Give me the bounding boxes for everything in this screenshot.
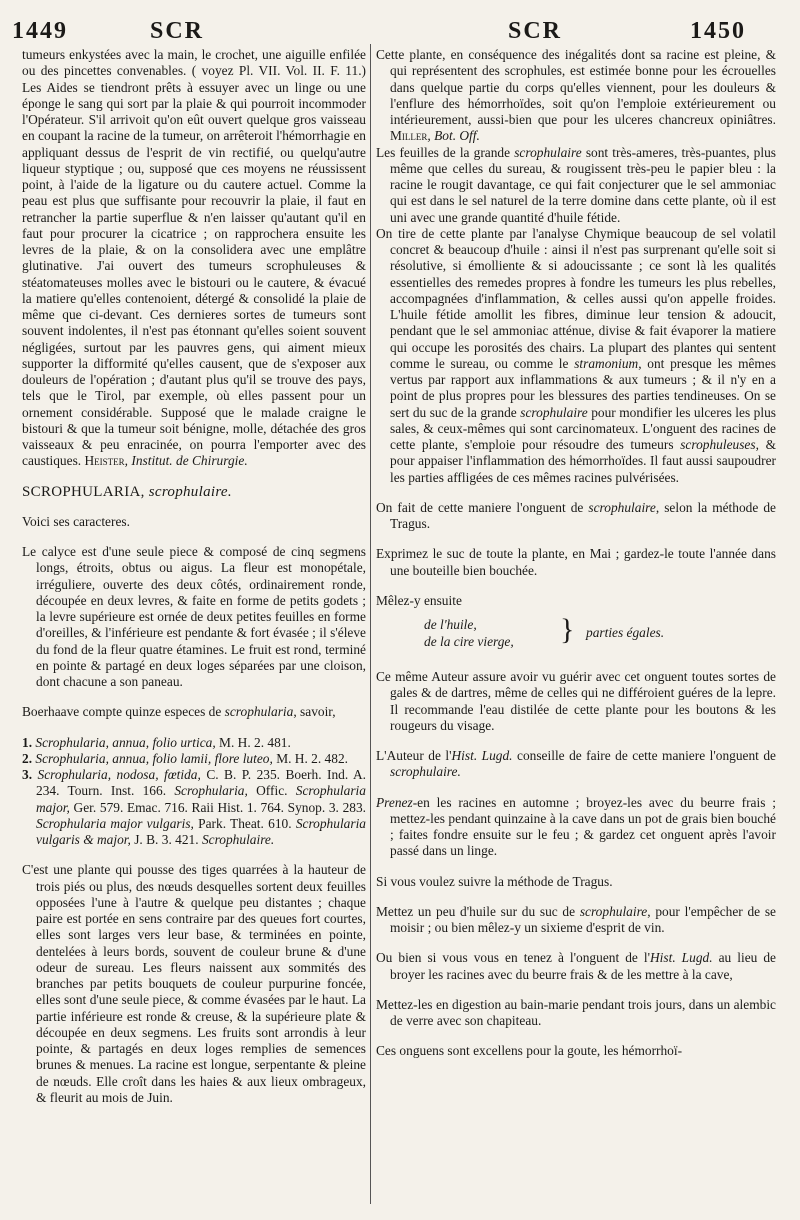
paragraph: Mêlez-y ensuite	[376, 592, 462, 608]
author-name: Heister	[84, 453, 125, 469]
entry-heading: SCROPHULARIA, scrophulaire.	[22, 483, 232, 500]
recipe-ingredients	[376, 615, 776, 655]
paragraph: Ces onguens sont excellens pour la goute, les hémorrhoï-	[376, 1043, 683, 1059]
running-head-left: SCR	[150, 18, 205, 44]
list-item: 1. Scrophularia, annua, folio urtica, M. H. 2. 481.	[22, 734, 291, 750]
paragraph: Ce même Auteur assure avoir vu guérir avec cet onguent toutes sortes de gales & de dartres, même de celles qui ne différoient guéres de la lepre. Il recommande l'eau distilée de cette plante pour les boutons & les rougeurs du visage.	[376, 669, 776, 733]
proportion: parties égales.	[586, 625, 665, 640]
paragraph: Cette plante, en conséquence des inégalités dont sa racine est pleine, & qui représentent des scrophules, est estimée bonne pour les écrouelles dans quelque partie du corps qu'elles viennent, pour les douleurs & l'enflure des hémorrhoïdes, soit qu'on l'emploie extérieurement ou intérieurement, aussi-bien que pour les ulceres chancreux opiniâtres. Miller, Bot. Off.	[376, 47, 776, 144]
paragraph: On fait de cette maniere l'onguent de scrophulaire, selon la méthode de Tragus.	[376, 499, 776, 531]
paragraph: On tire de cette plante par l'analyse Chymique beaucoup de sel volatil concret & beaucoup d'huile : ainsi il n'est pas surprenant qu'elle soit si résolutive, si émolliente & si adoucissante ; ce sont là les qualités essentielles des remedes propres à fondre les tumeurs les plus rebelles, accompagnées d'inflammation, & celles aussi qu'on appelle froides. L'huile fétide amollit les fibres, diminue leur tension & adoucit, pendant que le sel ammoniac atténue, divise & fait évaporer la matiere qui occupe les porosités des chairs. La plupart des plantes qui sentent comme le sureau, ou comme le stramonium, ont presque les mêmes vertus par rapport aux inflammations & aux tumeurs ; & il n'y en a point de plus propres pour les blessures des parties tendineuses. On se sert du suc de la grande scrophulaire pour mondifier les ulceres les plus sales, & ceux-mêmes qui sont carcinomateux. L'onguent des racines de cette plante, s'emploie pour résoudre des tumeurs scrophuleuses, & pour appaiser l'inflammation des hémorrhoïdes. Il faut aussi saupoudrer les parties affligées de ces mêmes racines pulvérisées.	[376, 225, 776, 485]
page-number-right: 1450	[690, 18, 746, 44]
brace-glyph: }	[560, 613, 575, 646]
paragraph: Mettez un peu d'huile sur du suc de scrophulaire, pour l'empêcher de se moisir ; ou bien mêlez-y un sixieme d'esprit de vin.	[376, 903, 777, 935]
citation: , Institut. de Chirurgie.	[124, 453, 248, 469]
author-name: Miller	[390, 128, 428, 144]
paragraph: Boerhaave compte quinze especes de scrophularia, savoir,	[22, 704, 336, 720]
right-column	[376, 47, 776, 1060]
citation: , Bot. Off.	[427, 128, 480, 144]
running-head-right: SCR	[508, 18, 563, 44]
ingredient: de la cire vierge,	[424, 634, 514, 649]
paragraph: tumeurs enkystées avec la main, le crochet, une aiguille enfilée ou des pincettes convenables. ( voyez Pl. VII. Vol. II. F. 11.) Les Aides se tiendront prêts à essuyer avec un linge ou une éponge le sang qui sort par la plaie & qui pourroit incommoder l'Opérateur. S'il arrivoit qu'on eût ouvert quelque gros vaisseau en coupant la racine de la tumeur, on arrêteroit l'hémorrhagie en appliquant dessus de l'esprit de vin rectifié, ou quelqu'autre liqueur styptique ; ou, supposé que ces moyens ne réussissent point, à l'aide de la ligature ou du cautere actuel. Comme la peau est plus que suffisante pour recouvrir la plaie, il faut en retrancher la partie superflue & n'en laisser qu'autant qu'il en faut pour procurer la cicatrice ; on rapprochera ensuite les levres de la plaie, & on la consolidera avec une emplâtre glutinative. J'ai ouvert des tumeurs scrophuleuses & stéatomateuses molles avec le bistouri ou le cautere, & évacué la matiere qu'elles contenoient, détergé & consolidé la plaie de même que ci-devant. Ces dernieres sortes de tumeurs sont souvent indolentes, il n'est pas étonnant qu'elles soient souvent négligées, surtout par les pauvres gens, qui aiment mieux supporter la difformité qu'elles causent, que de s'exposer aux douleurs de l'opération ; d'autant plus qu'il se trouve des pays, tels que le Tirol, par exemple, où elles passent pour un ornement considérable. Supposé que le malade craigne le bistouri & que la tumeur soit bénigne, molle, détachée des gros vaisseaux & peu enracinée, on pourra l'emporter avec des caustiques. Heister, Institut. de Chirurgie.	[22, 47, 366, 469]
paragraph: Prenez-en les racines en automne ; broyez-les avec du beurre frais ; mettez-les pendant quinzaine à la cave dans un pot de grais bien bouché ; faites fondre ensuite sur le feu ; & gardez cet onguent après l'avoir passé dans un linge.	[376, 794, 776, 859]
paragraph: Le calyce est d'une seule piece & composé de cinq segmens longs, étroits, obtus ou aigus. La fleur est monopétale, irréguliere, ouverte des deux côtés, ordinairement ronde, découpée en deux levres, & faite en forme de petits godets ; la levre supérieure est ornée de deux petites feuilles en forme d'oreilles, & l'inférieure est pendante & fort évasée ; il s'éleve du fond de la fleur quatre étamines. Le fruit est rond, terminé en pointe & partagé en deux loges séparées par une cloison, dont chacune a son paneau.	[22, 544, 366, 689]
paragraph: Voici ses caracteres.	[22, 513, 130, 529]
paragraph: Les feuilles de la grande scrophulaire sont très-ameres, très-puantes, plus même que celles du sureau, & rougissent très-peu le papier bleu : la racine le rougit davantage, ce qui fait conjecturer que le sel ammoniac qui est dans le sel naturel de la terre domine dans cette plante, où il est uni avec une grande quantité d'huile fétide.	[376, 144, 777, 225]
column-divider	[370, 44, 371, 1204]
page-number-left: 1449	[12, 18, 68, 44]
paragraph: Mettez-les en digestion au bain-marie pendant trois jours, dans un alembic de verre avec son chapiteau.	[376, 996, 776, 1028]
species-list	[22, 735, 366, 849]
list-item: 3. Scrophularia, nodosa, fœtida, C. B. P. 235. Boerh. Ind. A. 234. Tourn. Inst. 166. Scrophularia, Offic. Scrophularia major, Ger. 579. Emac. 716. Raii Hist. 1. 764. Synop. 3. 283. Scrophularia major vulgaris, Park. Theat. 610. Scrophularia vulgaris & major, J. B. 3. 421. Scrophulaire.	[22, 767, 366, 847]
list-item: 2. Scrophularia, annua, folio lamii, flore luteo, M. H. 2. 482.	[22, 750, 348, 766]
paragraph: C'est une plante qui pousse des tiges quarrées à la hauteur de trois piés ou plus, des nœuds desquelles sortent deux feuilles opposées l'une à l'autre & quelque peu distantes ; chaque paire est portée en sens contraire par des queues fort courtes, elles sont larges vers leur base, & terminées en pointe, dentelées à leurs bords, souvent de couleur brune & d'une odeur de sureau. Les fleurs naissent aux sommités des branches par petits bouquets de couleur purpurine foncée, elles sont d'une seule piece, & comme évasées par le haut. La partie inférieure est ronde & creuse, & la supérieure plate & découpée en deux segmens. Les fruits sont arrondis à leur pointe, & partagés en deux loges remplies de semences brunes & menues. La racine est longue, serpentante & pleine de nœuds. Elle croît dans les haies & aux lieux ombrageux, & fleurit au mois de Juin.	[22, 862, 366, 1105]
paragraph: Ou bien si vous vous en tenez à l'onguent de l'Hist. Lugd. au lieu de broyer les racines avec du beurre frais & de les mettre à la cave,	[376, 950, 777, 982]
paragraph: Exprimez le suc de toute la plante, en Mai ; gardez-le toute l'année dans une bouteille bien bouchée.	[376, 546, 776, 578]
paragraph: L'Auteur de l'Hist. Lugd. conseille de faire de cette maniere l'onguent de scrophulaire.	[376, 748, 777, 780]
left-column	[22, 47, 366, 1106]
ingredient: de l'huile,	[424, 617, 477, 632]
paragraph: Si vous voulez suivre la méthode de Tragus.	[376, 873, 613, 889]
